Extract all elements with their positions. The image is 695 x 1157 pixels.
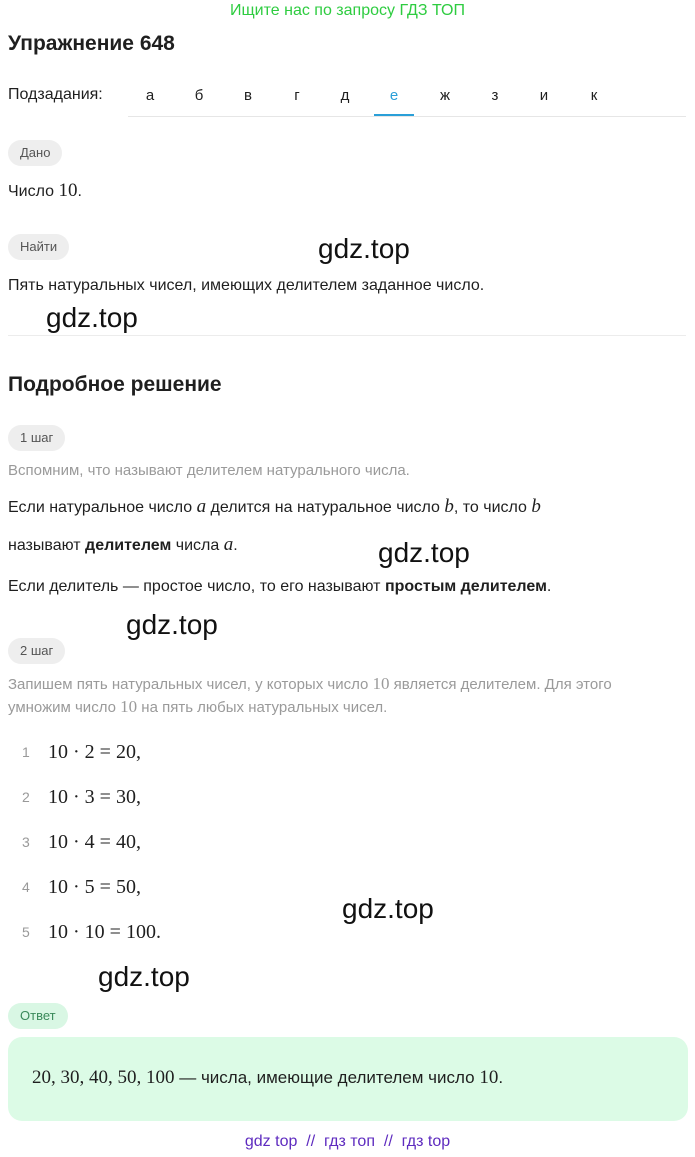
tab-g[interactable]: г bbox=[294, 87, 300, 104]
subtask-tabs bbox=[128, 80, 686, 117]
tab-d[interactable]: д bbox=[340, 87, 350, 104]
page-title: Упражнение 648 bbox=[8, 32, 175, 55]
equation: 10 · 2 = 20, bbox=[48, 741, 141, 763]
section-divider bbox=[8, 335, 686, 336]
watermark: gdz.top bbox=[342, 893, 434, 924]
equation-number: 1 bbox=[22, 744, 30, 760]
tab-z[interactable]: з bbox=[491, 87, 499, 104]
given-text: Число 10. bbox=[8, 180, 82, 201]
tab-a[interactable]: а bbox=[145, 87, 155, 104]
watermark: gdz.top bbox=[378, 537, 470, 568]
subtasks-label: Подзадания: bbox=[8, 86, 103, 103]
equation: 10 · 4 = 40, bbox=[48, 831, 141, 853]
watermark: gdz.top bbox=[126, 609, 218, 640]
tab-v[interactable]: в bbox=[244, 87, 252, 104]
equation: 10 · 10 = 100. bbox=[48, 921, 161, 943]
answer-box bbox=[8, 1037, 688, 1121]
step2-badge: 2 шаг bbox=[8, 638, 65, 664]
tab-i[interactable]: и bbox=[539, 87, 549, 104]
tab-e[interactable]: е bbox=[374, 80, 414, 116]
equation-number: 2 bbox=[22, 789, 30, 805]
answer-text: 20, 30, 40, 50, 100 — числа, имеющие делителем число 10. bbox=[32, 1067, 504, 1088]
step1-line1: Если натуральное число a делится на натуральное число b, то число b bbox=[8, 496, 541, 517]
equation: 10 · 3 = 30, bbox=[48, 786, 141, 808]
step1-line3: Если делитель — простое число, то его называют простым делителем. bbox=[8, 578, 552, 595]
find-badge: Найти bbox=[8, 234, 69, 260]
equation: 10 · 5 = 50, bbox=[48, 876, 141, 898]
watermark: gdz.top bbox=[98, 961, 190, 992]
step2-line2: умножим число 10 на пять любых натуральных чисел. bbox=[8, 697, 388, 716]
find-text: Пять натуральных чисел, имеющих делителем заданное число. bbox=[8, 277, 485, 294]
equation-number: 5 bbox=[22, 924, 30, 940]
step1-line2: называют делителем числа a. bbox=[8, 534, 238, 555]
tab-b[interactable]: б bbox=[194, 87, 204, 104]
watermark: gdz.top bbox=[46, 302, 138, 333]
tab-k[interactable]: к bbox=[590, 87, 598, 104]
step2-line1: Запишем пять натуральных чисел, у которых число 10 является делителем. Для этого bbox=[8, 674, 612, 693]
equation-number: 4 bbox=[22, 879, 30, 895]
step1-intro: Вспомним, что называют делителем натурального числа. bbox=[8, 462, 410, 479]
footer-links[interactable]: gdz top // гдз топ // гдз top bbox=[244, 1133, 451, 1150]
equation-number: 3 bbox=[22, 834, 30, 850]
step1-badge: 1 шаг bbox=[8, 425, 65, 451]
solution-heading: Подробное решение bbox=[8, 373, 222, 396]
tab-zh[interactable]: ж bbox=[439, 87, 451, 104]
given-badge: Дано bbox=[8, 140, 62, 166]
promo-banner: Ищите нас по запросу ГДЗ ТОП bbox=[230, 2, 465, 19]
answer-badge: Ответ bbox=[8, 1003, 68, 1029]
watermark: gdz.top bbox=[318, 233, 410, 264]
